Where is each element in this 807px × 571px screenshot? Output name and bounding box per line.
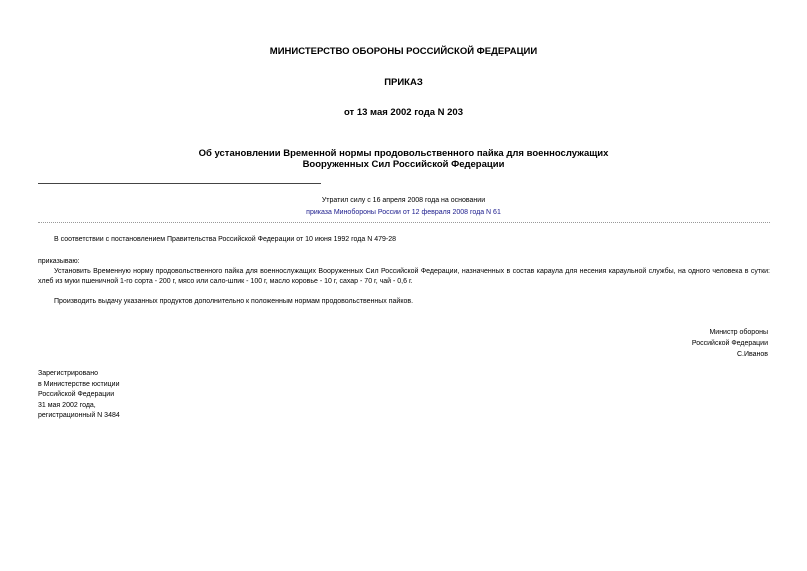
divider-short [38,183,321,184]
subject-line-2: Вооруженных Сил Российской Федерации [302,159,505,170]
registration-line-1: Зарегистрировано [38,370,98,377]
subject-line-1: Об установлении Временной нормы продовольственного пайка для военнослужащих [198,148,609,159]
registration-block [38,369,120,422]
order-item-1: Установить Временную норму продовольственного пайка для военнослужащих Вооруженных Сил Российской Федерации, назначенных в состав караула для несения караульной службы, на одного человека в сутки: хлеб из муки пшеничной 1-го сорта - 200 г, мясо или сало-шпик - 100 г, масло коровье - 10 г, сахар - 70 г, чай - 0,6 г. [38,268,770,285]
signature-position-1: Министр обороны [709,329,768,336]
order-item-2: Производить выдачу указанных продуктов дополнительно к положенным нормам продовольственных пайков. [54,298,414,305]
signature-name: С.Иванов [736,351,768,358]
order-word: приказываю: [38,258,80,265]
signature-block [692,327,768,360]
status-note-link[interactable]: приказа Минобороны России от 12 февраля 2008 года N 61 [306,209,501,216]
registration-line-2: в Министерстве юстиции [38,380,120,388]
document-type: ПРИКАЗ [384,77,423,88]
signature-position-2: Российской Федерации [691,340,768,347]
document-date-number: от 13 мая 2002 года N 203 [343,107,464,118]
status-note: Утратил силу с 16 апреля 2008 года на основании [321,197,486,204]
registration-line-5: регистрационный N 3484 [38,412,120,419]
registration-line-4: 31 мая 2002 года, [38,401,96,409]
ministry-title: МИНИСТЕРСТВО ОБОРОНЫ РОССИЙСКОЙ ФЕДЕРАЦИИ [269,46,538,57]
registration-line-3: Российской Федерации [38,391,115,398]
basis-paragraph: В соответствии с постановлением Правительства Российской Федерации от 10 июня 1992 года N 479-28 [54,236,396,243]
divider-dotted [38,222,770,223]
document-subject [0,148,807,170]
